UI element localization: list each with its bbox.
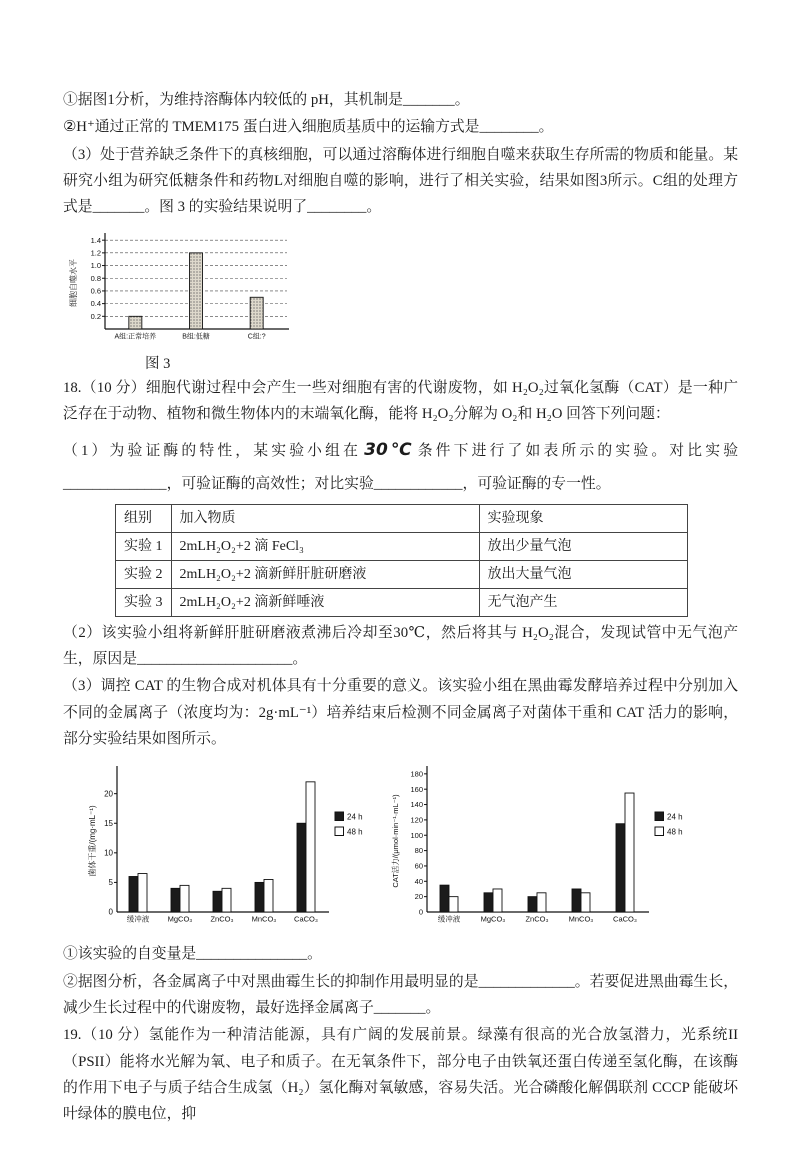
table-row xyxy=(116,532,688,560)
cell-phenomenon-1: 放出少量气泡 xyxy=(479,532,687,560)
svg-text:CaCO₃: CaCO₃ xyxy=(294,914,318,924)
q18-3-sub2: ②据图分析，各金属离子中对黑曲霉生长的抑制作用最明显的是_____________。若要促进黑曲霉生长，减少生长过程中的代谢废物，最好选择金属离子_______。 xyxy=(63,973,738,1016)
svg-text:CaCO₃: CaCO₃ xyxy=(613,914,637,924)
dry-weight-bar-chart xyxy=(87,760,375,937)
q18-3-sub1: ①该实验的自变量是_______________。 xyxy=(63,946,322,963)
q17-sub1: ①据图1分析，为维持溶酶体内较低的 pH，其机制是_______。 xyxy=(63,92,470,108)
svg-text:ZnCO₃: ZnCO₃ xyxy=(210,914,234,924)
cell-group-3: 实验 3 xyxy=(116,588,172,616)
svg-text:0: 0 xyxy=(418,907,423,917)
svg-text:48 h: 48 h xyxy=(347,827,363,837)
svg-text:C组:?: C组:? xyxy=(247,333,266,341)
svg-text:菌体干重/(mg·mL⁻¹): 菌体干重/(mg·mL⁻¹) xyxy=(88,805,97,877)
svg-text:10: 10 xyxy=(104,848,113,858)
cell-group-2: 实验 2 xyxy=(116,560,172,588)
table-header-row xyxy=(116,504,688,532)
svg-text:180: 180 xyxy=(410,769,423,779)
svg-text:MgCO₃: MgCO₃ xyxy=(167,914,193,924)
col-header-phenomenon: 实验现象 xyxy=(479,504,687,532)
svg-text:A组:正常培养: A组:正常培养 xyxy=(114,333,157,341)
svg-text:0.6: 0.6 xyxy=(90,286,101,296)
col-header-substance: 加入物质 xyxy=(171,504,479,532)
q18-part1-post: 条件下进行了如表所示的实验。对比实验______________，可验证酶的高效性；对比实验____________，可验证酶的专一性。 xyxy=(63,443,738,492)
svg-text:缓冲液: 缓冲液 xyxy=(126,914,150,924)
svg-text:B组:低糖: B组:低糖 xyxy=(182,333,210,341)
q19-intro: 19.（10 分）氢能作为一种清洁能源，具有广阔的发展前景。绿藻有很高的光合放氢潜力，光系统II（PSII）能将水光解为氧、电子和质子。在无氧条件下，部分电子由铁氧还蛋白传递至氢化酶，在该酶的作用下电子与质子结合生成氢（H₂）氢化酶对氧敏感，容易失活。光合磷酸化解偶联剂 CCCP 能破坏叶绿体的膜电位，抑 xyxy=(63,1027,738,1123)
svg-text:缓冲液: 缓冲液 xyxy=(437,914,461,924)
cell-phenomenon-2: 放出大量气泡 xyxy=(479,560,687,588)
svg-text:48 h: 48 h xyxy=(667,827,683,837)
svg-text:0.2: 0.2 xyxy=(90,311,101,321)
cell-substance-1: 2mLH₂O₂+2 滴 FeCl₃ xyxy=(171,532,479,560)
svg-text:160: 160 xyxy=(410,785,423,795)
svg-text:0.4: 0.4 xyxy=(90,298,101,308)
svg-text:MgCO₃: MgCO₃ xyxy=(480,914,506,924)
svg-text:60: 60 xyxy=(414,861,423,871)
svg-text:120: 120 xyxy=(410,815,423,825)
q18-part1 xyxy=(63,432,738,500)
q17-sub2: ②H⁺通过正常的 TMEM175 蛋白进入细胞质基质中的运输方式是________。 xyxy=(63,119,554,136)
cell-substance-2: 2mLH₂O₂+2 滴新鲜肝脏研磨液 xyxy=(171,560,479,588)
svg-text:5: 5 xyxy=(108,878,113,888)
cell-group-1: 实验 1 xyxy=(116,532,172,560)
svg-text:CAT活力/(μmol·min⁻¹·mL⁻¹): CAT活力/(μmol·min⁻¹·mL⁻¹) xyxy=(391,794,400,888)
svg-text:MnCO₃: MnCO₃ xyxy=(251,914,277,924)
q17-sub3: （3）处于营养缺乏条件下的真核细胞，可以通过溶酶体进行细胞自噬来获取生存所需的物质和能量。某研究小组为研究低糖条件和药物L对细胞自噬的影响，进行了相关实验，结果如图3所示。C组的处理方式是_______。图 3 的实验结果说明了________。 xyxy=(63,146,738,216)
autophagy-bar-chart xyxy=(67,229,738,352)
svg-text:40: 40 xyxy=(414,877,423,887)
q18-part1-pre: （1）为验证酶的特性，某实验小组在 xyxy=(63,443,362,460)
temperature-annotation: 30℃ xyxy=(364,440,415,461)
cat-activity-bar-chart xyxy=(389,760,695,937)
svg-text:15: 15 xyxy=(104,819,113,829)
svg-text:0.8: 0.8 xyxy=(90,273,101,283)
svg-text:1.2: 1.2 xyxy=(90,248,101,258)
cell-substance-3: 2mLH₂O₂+2 滴新鲜唾液 xyxy=(171,588,479,616)
col-header-group: 组别 xyxy=(116,504,172,532)
svg-text:24 h: 24 h xyxy=(667,812,683,822)
svg-text:1.4: 1.4 xyxy=(90,235,101,245)
svg-text:100: 100 xyxy=(410,831,423,841)
figure-3-caption: 图 3 xyxy=(145,355,171,372)
svg-text:细胞自噬水平: 细胞自噬水平 xyxy=(69,258,78,307)
svg-text:1.0: 1.0 xyxy=(90,260,101,270)
svg-text:20: 20 xyxy=(414,892,423,902)
svg-text:MnCO₃: MnCO₃ xyxy=(568,914,594,924)
q18-intro: 18.（10 分）细胞代谢过程中会产生一些对细胞有害的代谢废物，如 H₂O₂过氧化氢酶（CAT）是一种广泛存在于动物、植物和微生物体内的末端氧化酶，能将 H₂O₂分解为 O₂和 H₂O 回答下列问题： xyxy=(63,379,738,422)
q18-part2: （2）该实验小组将新鲜肝脏研磨液煮沸后冷却至30℃，然后将其与 H₂O₂混合，发现试管中无气泡产生，原因是_____________________。 xyxy=(63,624,738,667)
svg-text:80: 80 xyxy=(414,846,423,856)
svg-text:20: 20 xyxy=(104,789,113,799)
metal-ion-charts xyxy=(87,760,738,937)
cell-phenomenon-3: 无气泡产生 xyxy=(479,588,687,616)
svg-text:ZnCO₃: ZnCO₃ xyxy=(525,914,549,924)
svg-text:0: 0 xyxy=(108,907,113,917)
figure-3-block xyxy=(67,229,738,373)
svg-text:140: 140 xyxy=(410,800,423,810)
svg-text:24 h: 24 h xyxy=(347,812,363,822)
experiment-table xyxy=(115,504,688,617)
q18-part3: （3）调控 CAT 的生物合成对机体具有十分重要的意义。该实验小组在黑曲霉发酵培养过程中分别加入不同的金属离子（浓度均为：2g·mL⁻¹）培养结束后检测不同金属离子对菌体干重和 CAT 活力的影响，部分实验结果如图所示。 xyxy=(63,678,738,747)
table-row xyxy=(116,588,688,616)
table-row xyxy=(116,560,688,588)
